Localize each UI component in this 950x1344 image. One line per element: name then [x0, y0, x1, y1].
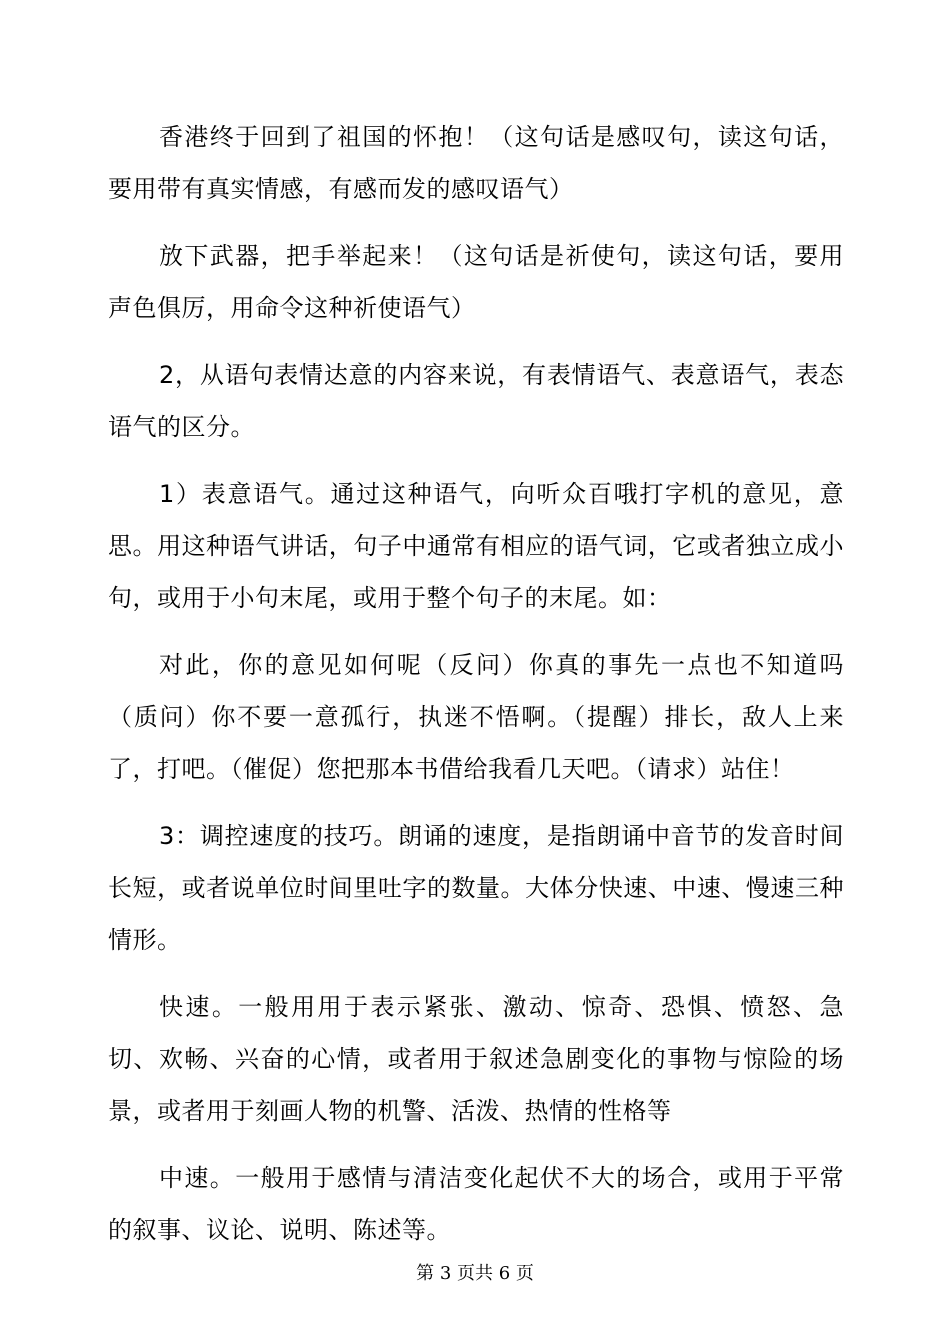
paragraph-exclamation-example: 香港终于回到了祖国的怀抱！（这句话是感叹句，读这句话，要用带有真实情感，有感而发的感叹语气）	[108, 123, 844, 203]
paragraph-medium-speed: 中速。一般用于感情与清洁变化起伏不大的场合，或用于平常的叙事、议论、说明、陈述等。	[108, 1164, 844, 1244]
paragraph-tone-examples: 对此，你的意见如何呢（反问）你真的事先一点也不知道吗（质问）你不要一意孤行，执迷不悟啊。（提醒）排长，敌人上来了，打吧。（催促）您把那本书借给我看几天吧。（请求）站住！	[108, 651, 844, 783]
paragraph-imperative-example: 放下武器，把手举起来！（这句话是祈使句，读这句话，要用声色俱厉，用命令这种祈使语气）	[108, 242, 844, 322]
paragraph-fast-speed: 快速。一般用用于表示紧张、激动、惊奇、恐惧、愤怒、急切、欢畅、兴奋的心情，或者用于叙述急剧变化的事物与惊险的场景，或者用于刻画人物的机警、活泼、热情的性格等	[108, 993, 844, 1125]
document-body	[108, 111, 844, 1256]
paragraph-expressive-tone: 1）表意语气。通过这种语气，向听众百哦打字机的意见，意思。用这种语气讲话，句子中通常有相应的语气词，它或者独立成小句，或用于小句末尾，或用于整个句子的末尾。如：	[108, 480, 844, 612]
paragraph-speed-control: 3：调控速度的技巧。朗诵的速度，是指朗诵中音节的发音时间长短，或者说单位时间里吐字的数量。大体分快速、中速、慢速三种情形。	[108, 822, 844, 954]
page-number-footer: 第 3 页共 6 页	[416, 1263, 534, 1284]
paragraph-tone-types: 2，从语句表情达意的内容来说，有表情语气、表意语气，表态语气的区分。	[108, 361, 844, 441]
